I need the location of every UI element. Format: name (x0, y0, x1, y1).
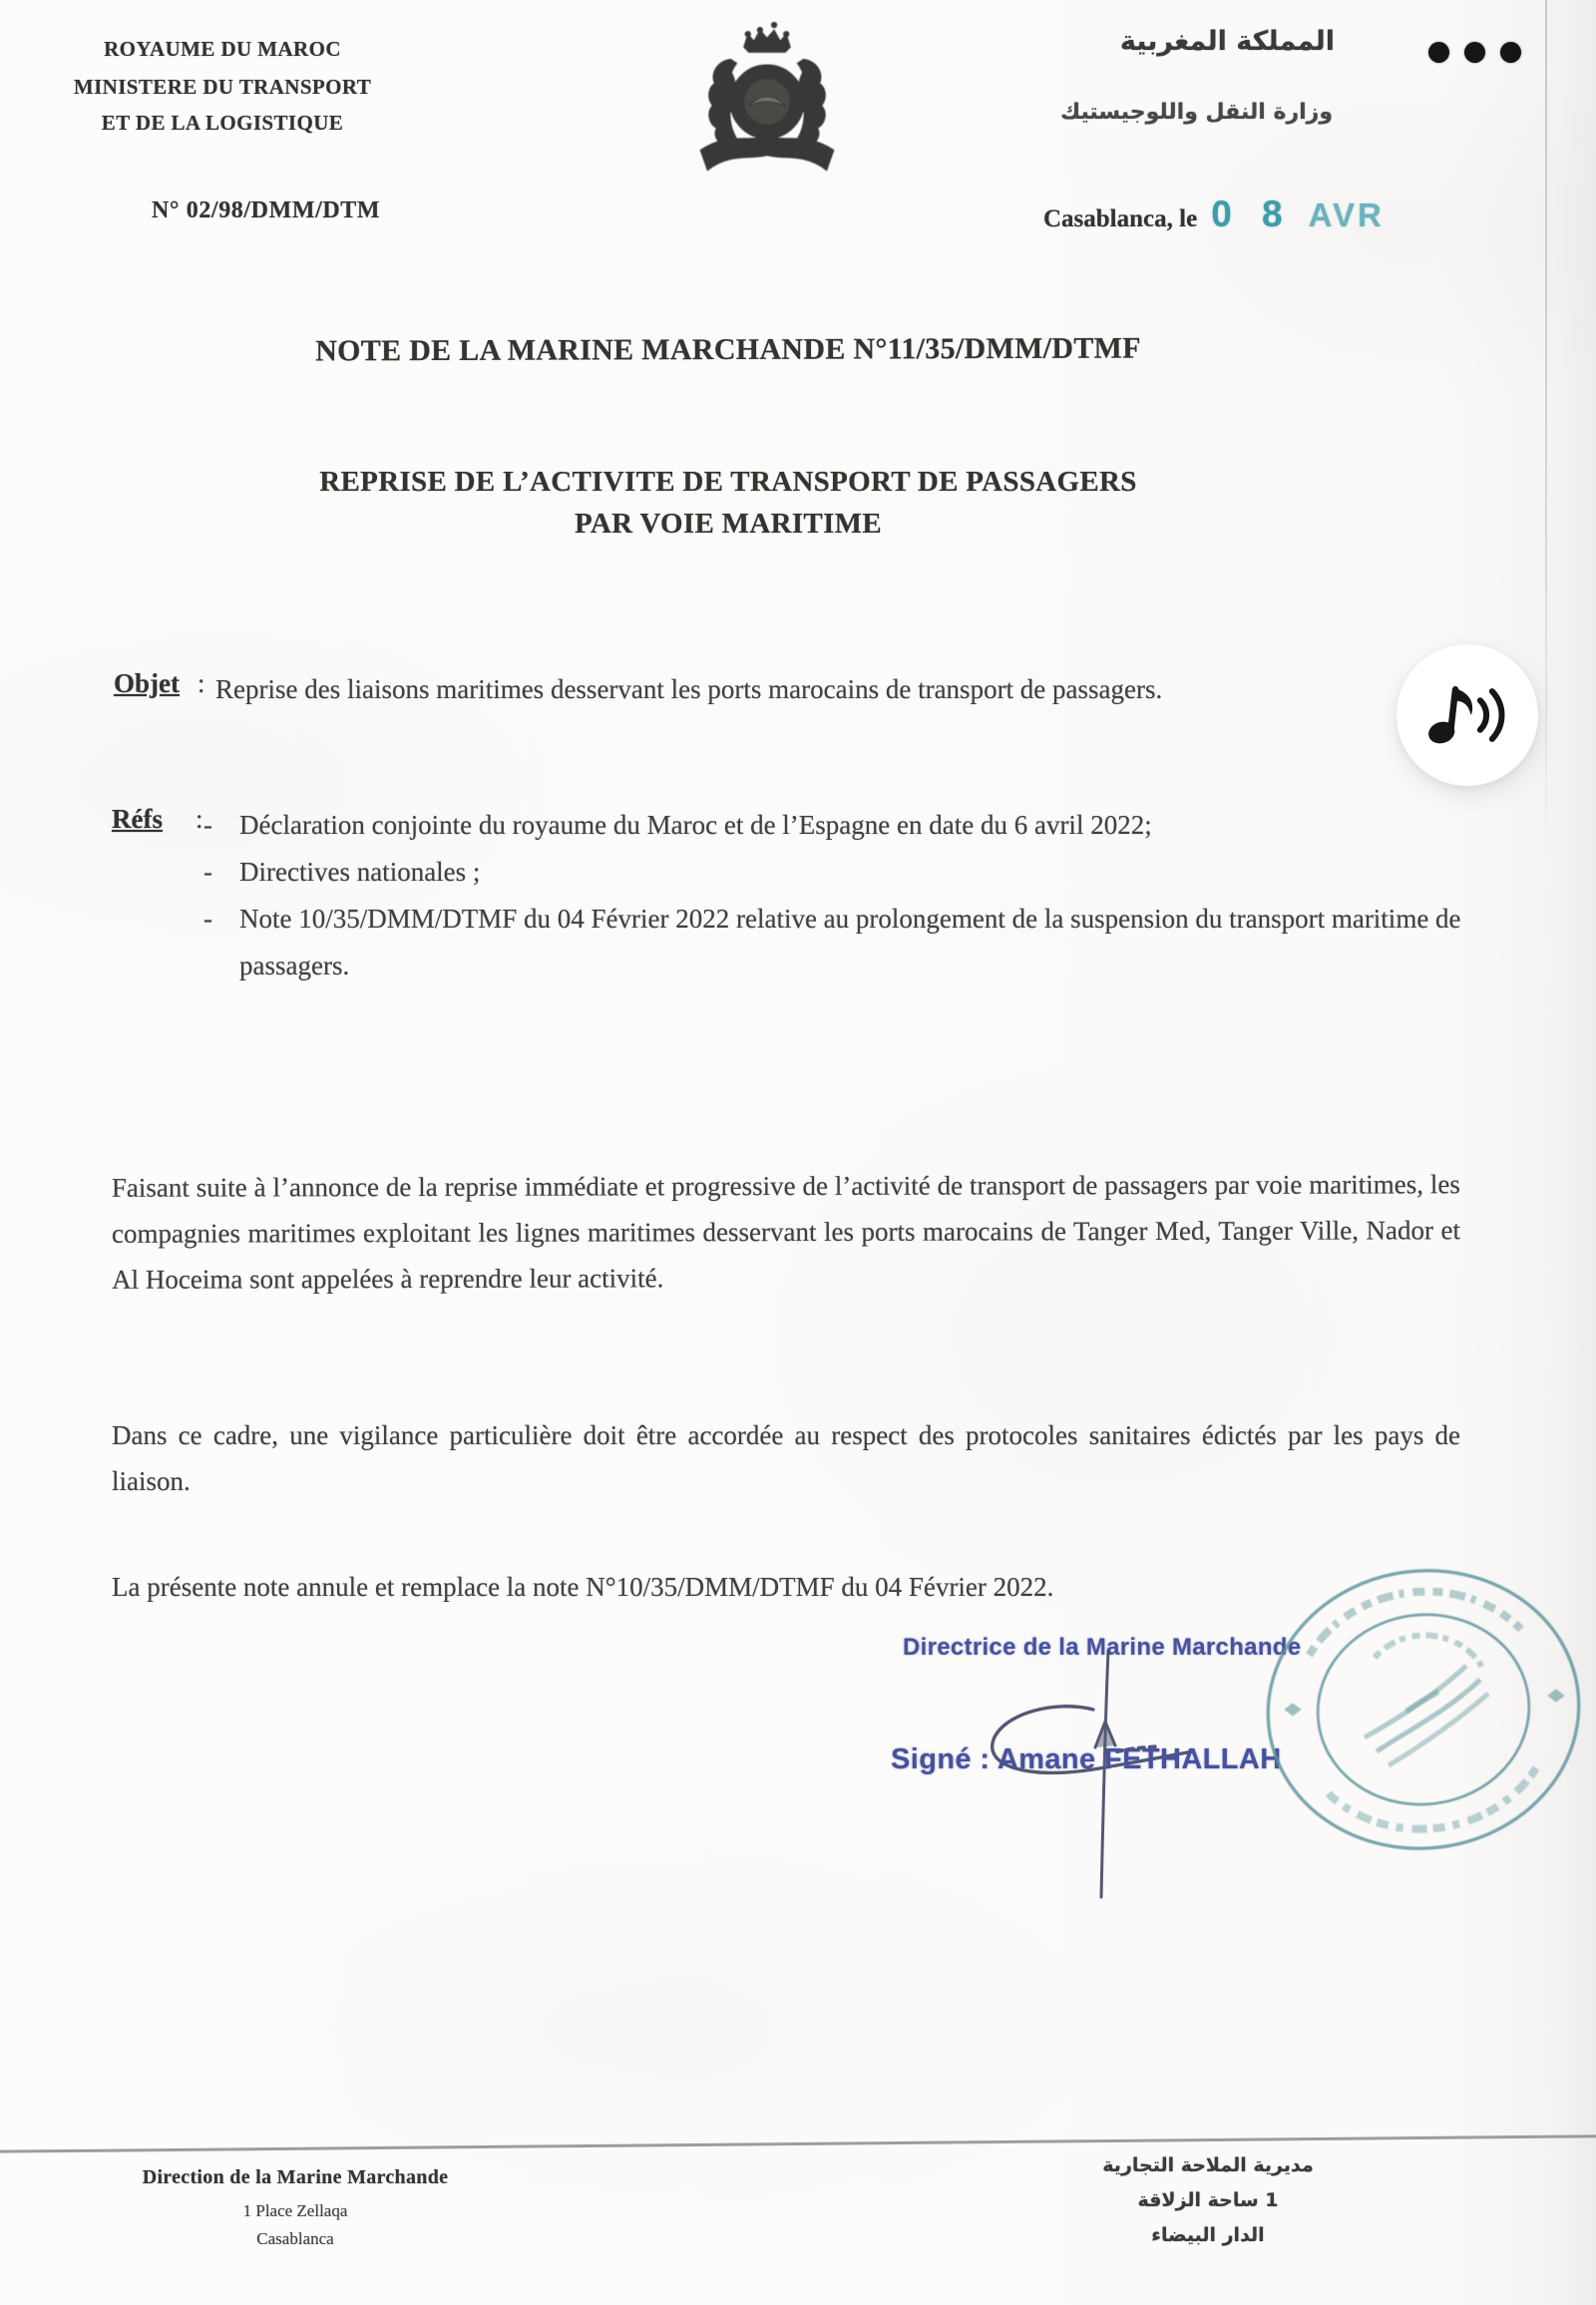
music-note-sound-icon (1421, 677, 1513, 753)
page-edge-line (1545, 0, 1547, 878)
refs-label: Réfs (112, 804, 163, 834)
footer-city: Casablanca (256, 2229, 334, 2248)
refs-item (203, 896, 1462, 989)
body-paragraph-1: Faisant suite à l’annonce de la reprise immédiate et progressive de l’activité de transport de passagers par voie maritimes, les compagnies maritimes exploitant les lignes maritimes desservant les ports marocains de Tanger Med, Tanger Ville, Nador et Al Hoceima sont appelées à reprendre leur activité. (111, 1169, 1461, 1295)
letterhead-left (58, 30, 387, 140)
signed-by: Signé : Amane FETHALLAH (891, 1743, 1282, 1775)
refs-item-text: Déclaration conjointe du royaume du Maroc et de l’Espagne en date du 6 avril 2022; (239, 810, 1152, 840)
footer-direction: Direction de la Marine Marchande (142, 2166, 449, 2188)
refs-item (203, 849, 1462, 896)
date-stamp-day: 0 8 (1211, 193, 1293, 234)
kingdom-title-arabic: المملكة المغربية (1119, 26, 1335, 57)
date-place-label: Casablanca, le (1043, 205, 1198, 232)
morocco-coat-of-arms-icon (686, 22, 848, 190)
dot (1464, 42, 1485, 63)
refs-list (203, 802, 1462, 989)
footer-direction-arabic: مديرية الملاحة التجارية (1102, 2154, 1314, 2176)
list-dash-marker: - (203, 810, 212, 840)
objet-separator: : (198, 668, 205, 698)
handwritten-signature (946, 1648, 1275, 1907)
read-aloud-button[interactable] (1396, 644, 1538, 786)
note-title: NOTE DE LA MARINE MARCHANDE N°11/35/DMM/DTMF (315, 331, 1141, 368)
ministry-line1: MINISTERE DU TRANSPORT (73, 75, 372, 99)
list-dash-marker: - (203, 857, 212, 887)
dot (1500, 42, 1521, 63)
more-menu-icon[interactable] (1428, 42, 1521, 63)
footer-address (118, 2166, 473, 2253)
note-subject-line2: PAR VOIE MARITIME (575, 508, 882, 540)
footer-street: 1 Place Zellaqa (242, 2201, 348, 2220)
body-paragraph-3: La présente note annule et remplace la note N°10/35/DMM/DTMF du 04 Février 2022. (112, 1572, 1054, 1602)
objet-text: Reprise des liaisons maritimes desservant les ports marocains de transport de passagers. (215, 674, 1163, 704)
signatory-title: Directrice de la Marine Marchande (903, 1634, 1302, 1661)
refs-item-text: Directives nationales ; (239, 857, 481, 887)
body-paragraph-2: Dans ce cadre, une vigilance particulière doit être accordée au respect des protocoles sanitaires édictés par les pays de liaison. (112, 1420, 1460, 1496)
list-dash-marker: - (203, 904, 212, 934)
kingdom-title: ROYAUME DU MAROC (104, 37, 341, 61)
refs-separator: : (196, 804, 203, 834)
dot (1428, 42, 1449, 63)
date-stamp-month: AVR (1308, 196, 1385, 233)
document-reference-number: N° 02/98/DMM/DTM (152, 197, 381, 223)
note-subject-title (0, 461, 1456, 545)
date-line (1043, 193, 1385, 235)
refs-item-text: Note 10/35/DMM/DTMF du 04 Février 2022 relative au prolongement de la suspension du transport maritime de passagers. (239, 904, 1461, 980)
footer-street-arabic: 1 ساحة الزلاقة (1137, 2189, 1279, 2211)
refs-item (203, 802, 1462, 849)
ministry-title-arabic: وزارة النقل واللوجيستيك (1059, 100, 1333, 125)
footer-city-arabic: الدار البيضاء (1151, 2224, 1265, 2246)
objet-label: Objet (114, 668, 180, 698)
note-subject-line1: REPRISE DE L’ACTIVITE DE TRANSPORT DE PASSAGERS (319, 466, 1137, 498)
official-round-stamp (1257, 1562, 1590, 1857)
footer-address-arabic (1055, 2148, 1361, 2253)
ministry-line2: ET DE LA LOGISTIQUE (101, 111, 344, 135)
